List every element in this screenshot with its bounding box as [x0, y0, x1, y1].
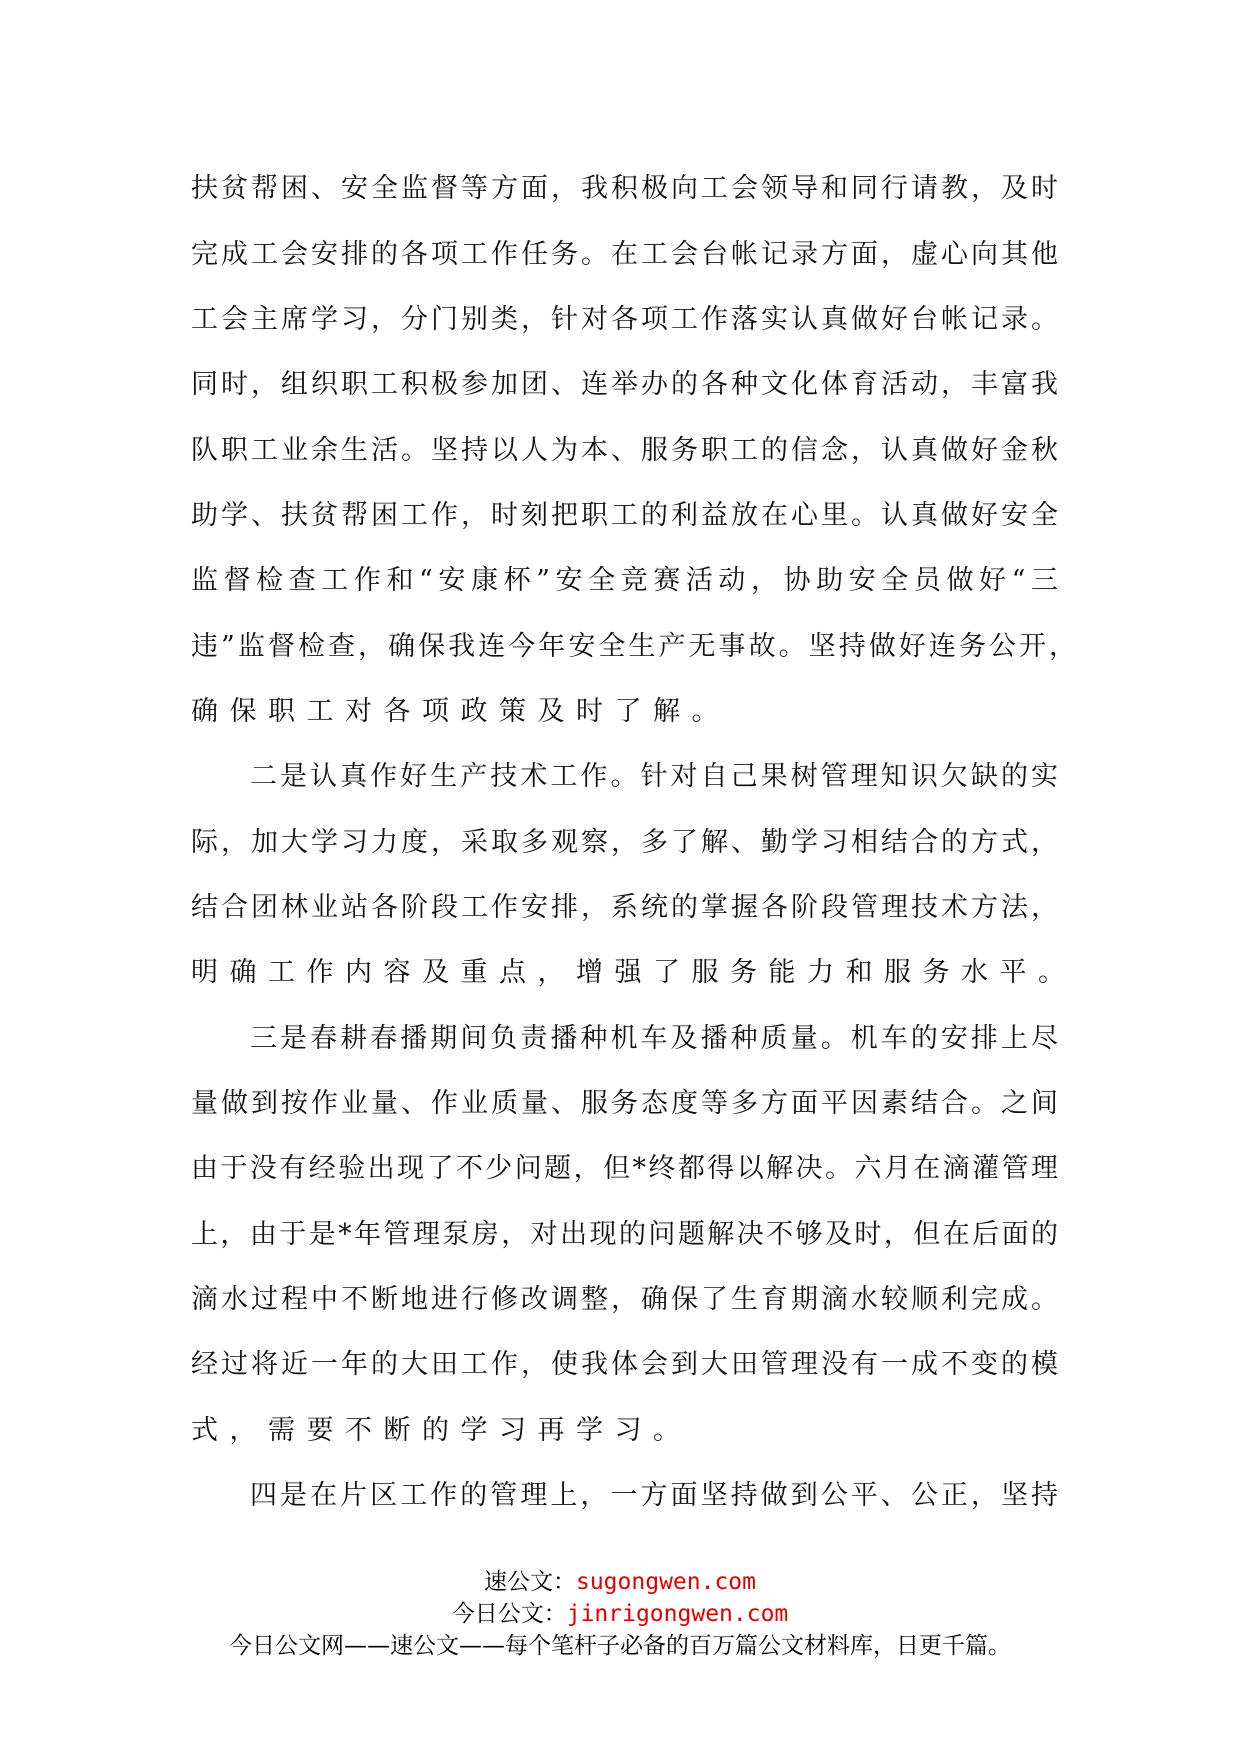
- body-line: 经过将近一年的大田工作，使我体会到大田管理没有一成不变的模: [191, 1349, 1058, 1380]
- body-line: 确保职工对各项政策及时了解。: [191, 696, 730, 727]
- sugongwen-link[interactable]: sugongwen.com: [575, 1569, 756, 1595]
- body-line: 上，由于是*年管理泵房，对出现的问题解决不够及时，但在后面的: [191, 1219, 1058, 1250]
- footer-slogan: 今日公文网——速公文——每个笔杆子必备的百万篇公文材料库，日更千篇。: [229, 1633, 1011, 1659]
- body-line: 明确工作内容及重点，增强了服务能力和服务水平。: [191, 957, 1077, 988]
- body-line: 工会主席学习，分门别类，针对各项工作落实认真做好台帐记录。: [191, 304, 1058, 335]
- body-line: 完成工会安排的各项工作任务。在工会台帐记录方面，虚心向其他: [191, 239, 1058, 270]
- body-line: 扶贫帮困、安全监督等方面，我积极向工会领导和同行请教，及时: [191, 173, 1058, 204]
- body-line: 结合团林业站各阶段工作安排，系统的掌握各阶段管理技术方法，: [191, 892, 1058, 923]
- footer-label: 今日公文：: [451, 1601, 567, 1627]
- body-line: 违”监督检查，确保我连今年安全生产无事故。坚持做好连务公开，: [191, 631, 1076, 662]
- body-line: 式，需要不断的学习再学习。: [191, 1415, 692, 1446]
- body-line: 际，加大学习力度，采取多观察，多了解、勤学习相结合的方式，: [191, 827, 1058, 858]
- body-line: 由于没有经验出现了不少问题，但*终都得以解决。六月在滴灌管理: [191, 1153, 1058, 1184]
- body-line: 量做到按作业量、作业质量、服务态度等多方面平因素结合。之间: [191, 1088, 1058, 1119]
- jinrigongwen-link[interactable]: jinrigongwen.com: [566, 1601, 789, 1627]
- body-line: 助学、扶贫帮困工作，时刻把职工的利益放在心里。认真做好安全: [191, 500, 1058, 531]
- paragraph-start-line: 二是认真作好生产技术工作。针对自己果树管理知识欠缺的实: [250, 761, 1058, 792]
- paragraph-start-line: 四是在片区工作的管理上，一方面坚持做到公平、公正，坚持: [250, 1480, 1058, 1511]
- body-line: 监督检查工作和“安康杯”安全竞赛活动，协助安全员做好“三: [191, 565, 1058, 596]
- body-line: 滴水过程中不断地进行修改调整，确保了生育期滴水较顺利完成。: [191, 1284, 1058, 1315]
- footer-label: 速公文：: [483, 1569, 576, 1595]
- footer-line-jinrigongwen: [0, 1599, 1240, 1629]
- paragraph-start-line: 三是春耕春播期间负责播种机车及播种质量。机车的安排上尽: [250, 1023, 1058, 1054]
- footer-line-sugongwen: [0, 1567, 1240, 1597]
- body-line: 队职工业余生活。坚持以人为本、服务职工的信念，认真做好金秋: [191, 435, 1058, 466]
- body-line: 同时，组织职工积极参加团、连举办的各种文化体育活动，丰富我: [191, 369, 1058, 400]
